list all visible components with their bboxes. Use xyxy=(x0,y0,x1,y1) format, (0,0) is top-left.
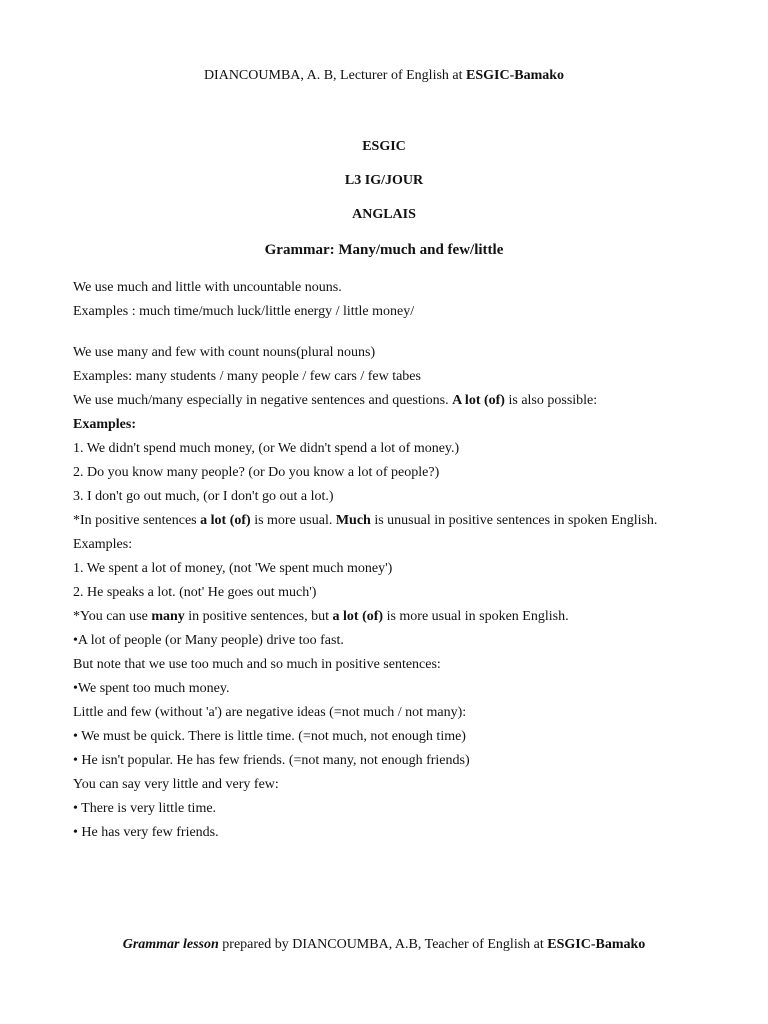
paragraph: Examples : much time/much luck/little energy / little money/ xyxy=(73,304,415,319)
bold-term: a lot (of) xyxy=(332,609,384,624)
paragraph: You can say very little and very few: xyxy=(73,777,279,792)
paragraph: •A lot of people (or Many people) drive too fast. xyxy=(73,633,344,648)
paragraph xyxy=(73,512,683,529)
paragraph: 1. We spent a lot of money, (not 'We spent much money') xyxy=(73,561,393,576)
paragraph: 3. I don't go out much, (or I don't go out a lot.) xyxy=(73,489,334,504)
school-title: ESGIC xyxy=(362,139,406,154)
text-run: in positive sentences, but xyxy=(184,609,333,624)
paragraph xyxy=(73,392,683,409)
footer-lesson-label-text: Grammar lesson xyxy=(122,937,219,952)
text-run: We use much/many especially in negative sentences and questions. xyxy=(73,393,453,408)
paragraph: 2. Do you know many people? (or Do you know a lot of people?) xyxy=(73,465,440,480)
paragraph: • He isn't popular. He has few friends. (=not many, not enough friends) xyxy=(73,753,470,768)
examples-heading: Examples: xyxy=(73,417,136,432)
footer-lesson-label xyxy=(123,937,219,952)
paragraph: • We must be quick. There is little time. (=not much, not enough time) xyxy=(73,729,466,744)
paragraph: Examples: many students / many people / few cars / few tabes xyxy=(73,369,421,384)
header-author: DIANCOUMBA, A. B, Lecturer of English at xyxy=(203,68,467,83)
paragraph: Little and few (without 'a') are negative ideas (=not much / not many): xyxy=(73,705,467,720)
page-header xyxy=(0,68,768,84)
paragraph: But note that we use too much and so much in positive sentences: xyxy=(73,657,441,672)
paragraph: •We spent too much money. xyxy=(73,681,230,696)
text-run: is also possible: xyxy=(504,393,598,408)
lesson-body xyxy=(73,279,683,848)
text-run: is more usual in spoken English. xyxy=(383,609,569,624)
text-run: is more usual. xyxy=(250,513,336,528)
paragraph: • There is very little time. xyxy=(73,801,217,816)
text-run: *In positive sentences xyxy=(73,513,201,528)
paragraph: 2. He speaks a lot. (not' He goes out much') xyxy=(73,585,317,600)
bold-term: many xyxy=(151,609,185,624)
paragraph: • He has very few friends. xyxy=(73,825,219,840)
text-run: is unusual in positive sentences in spoken English. xyxy=(370,513,658,528)
level-title: L3 IG/JOUR xyxy=(344,173,424,188)
text-run: *You can use xyxy=(73,609,152,624)
paragraph xyxy=(73,608,683,625)
paragraph: We use many and few with count nouns(plural nouns) xyxy=(73,345,376,360)
page-footer xyxy=(0,937,768,953)
paragraph: Examples: xyxy=(73,537,133,552)
bold-term: Much xyxy=(335,513,371,528)
bold-term: A lot (of) xyxy=(452,393,505,408)
header-institution: ESGIC-Bamako xyxy=(466,68,565,83)
footer-author: prepared by DIANCOUMBA, A.B, Teacher of English at xyxy=(218,937,548,952)
paragraph: 1. We didn't spend much money, (or We didn't spend a lot of money.) xyxy=(73,441,460,456)
subject-title: ANGLAIS xyxy=(352,207,416,222)
paragraph: We use much and little with uncountable nouns. xyxy=(73,280,342,295)
lesson-title: Grammar: Many/much and few/little xyxy=(264,242,504,258)
bold-term: a lot (of) xyxy=(200,513,251,528)
paragraph xyxy=(73,416,683,433)
footer-institution: ESGIC-Bamako xyxy=(547,937,646,952)
